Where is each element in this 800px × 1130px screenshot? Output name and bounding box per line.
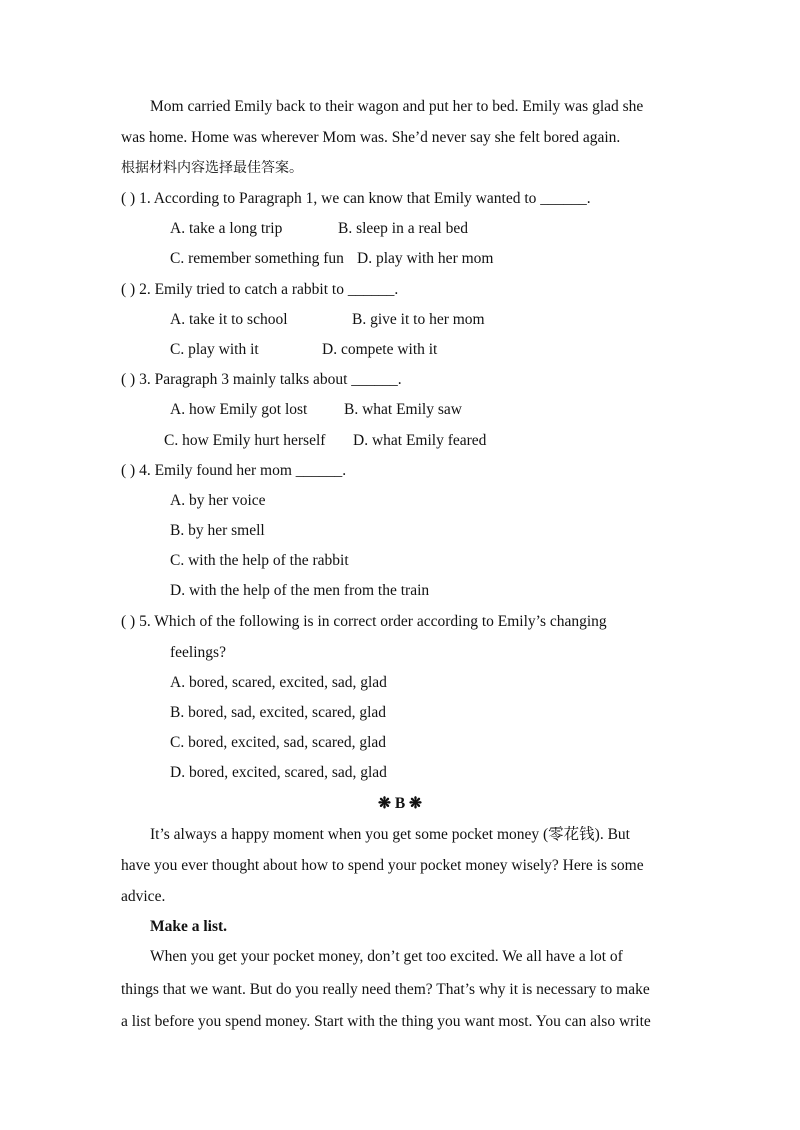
answer-option: C. bored, excited, sad, scared, glad [170, 734, 387, 751]
question-stem: ( ) 5. Which of the following is in correct order according to Emily’s changing [121, 613, 607, 630]
answer-option: B. give it to her mom [352, 311, 485, 328]
instruction-text: 根据材料内容选择最佳答案。 [121, 160, 303, 176]
question-stem: ( ) 3. Paragraph 3 mainly talks about ______. [121, 371, 402, 388]
answer-option: B. sleep in a real bed [338, 220, 468, 237]
question-stem: ( ) 2. Emily tried to catch a rabbit to ______. [121, 281, 399, 298]
answer-option: D. with the help of the men from the train [170, 582, 430, 599]
answer-option: C. with the help of the rabbit [170, 552, 349, 569]
passage-line: things that we want. But do you really need them? That’s why it is necessary to make [121, 981, 650, 998]
question-stem: ( ) 1. According to Paragraph 1, we can know that Emily wanted to ______. [121, 190, 591, 207]
subheading: Make a list. [150, 918, 228, 935]
passage-line: was home. Home was wherever Mom was. She’d never say she felt bored again. [121, 129, 621, 146]
answer-option: A. bored, scared, excited, sad, glad [170, 674, 387, 691]
answer-option: A. take a long trip [170, 220, 283, 237]
answer-option: D. bored, excited, scared, sad, glad [170, 764, 387, 781]
passage-line: When you get your pocket money, don’t get too excited. We all have a lot of [150, 948, 623, 965]
answer-option: D. what Emily feared [353, 432, 487, 449]
answer-option: B. what Emily saw [344, 401, 462, 418]
passage-line: Mom carried Emily back to their wagon and put her to bed. Emily was glad she [150, 98, 644, 115]
answer-option: A. how Emily got lost [170, 401, 308, 418]
passage-line: advice. [121, 888, 166, 905]
answer-option: C. play with it [170, 341, 259, 358]
answer-option: B. bored, sad, excited, scared, glad [170, 704, 387, 721]
answer-option: C. how Emily hurt herself [164, 432, 326, 449]
answer-option: A. take it to school [170, 311, 288, 328]
passage-line: It’s always a happy moment when you get some pocket money (零花钱). But [150, 826, 630, 843]
passage-line: have you ever thought about how to spend your pocket money wisely? Here is some [121, 857, 644, 874]
answer-option: D. play with her mom [357, 250, 494, 267]
answer-option: C. remember something fun [170, 250, 344, 267]
answer-option: D. compete with it [322, 341, 438, 358]
question-stem-continued: feelings? [170, 644, 226, 661]
question-stem: ( ) 4. Emily found her mom ______. [121, 462, 347, 479]
answer-option: A. by her voice [170, 492, 266, 509]
answer-option: B. by her smell [170, 522, 265, 539]
passage-line: a list before you spend money. Start with the thing you want most. You can also write [121, 1013, 651, 1030]
section-heading: ❋ B ❋ [377, 795, 423, 812]
